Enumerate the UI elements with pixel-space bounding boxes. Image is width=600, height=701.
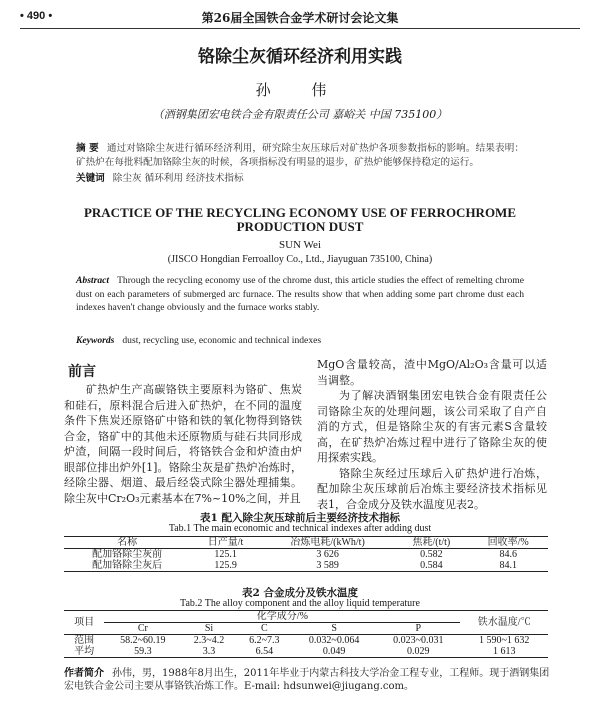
footnote-text: 孙伟，男，1988年8月出生，2011年毕业于内蒙古科技大学冶金工程专业，工程师。现于酒钢集团宏电铁合金公司主要从事铬铁冶炼工作。E-mail: hdsunwei@jiugang.com。	[64, 668, 550, 692]
table-row	[64, 560, 548, 572]
table-row	[64, 635, 548, 647]
table2-caption-en: Tab.2 The alloy component and the alloy liquid temperature	[180, 598, 420, 609]
table-cell: 84.1	[468, 560, 548, 572]
table-cell: 58.2~60.19	[120, 635, 166, 646]
keywords-label-en: Keywords	[76, 335, 115, 346]
table1	[64, 536, 548, 572]
body-paragraph: MgO含量较高，渣中MgO/Al₂O₃含量可以适当调整。	[317, 358, 547, 387]
body-column-left	[64, 382, 302, 506]
table-header-cell: 冶炼电耗/(kWh/t)	[261, 537, 394, 549]
table-header-cell: 铁水温度/℃	[460, 611, 548, 635]
table-cell: 配加铬除尘灰前	[92, 549, 163, 560]
abstract-label-cn: 摘 要	[76, 143, 99, 154]
table-cell: 125.1	[214, 549, 237, 560]
table-cell: 平均	[64, 646, 104, 658]
affiliation-cn: （酒钢集团宏电铁合金有限责任公司 嘉峪关 中国 735100）	[152, 108, 448, 121]
table-header-cell: Cr	[104, 623, 181, 635]
table-cell: 范围	[74, 635, 95, 646]
table-row	[64, 646, 548, 658]
table-header-cell: C	[237, 623, 292, 635]
table-cell: 1 613	[460, 646, 548, 658]
keywords-en	[76, 335, 524, 346]
table-header-cell: 名称	[64, 537, 190, 549]
table-cell: 3 589	[261, 560, 394, 572]
body-paragraph: 矿热炉生产高碳铬铁主要原料为铬矿、焦炭和硅石，原料混合后进入矿热炉，在不同的温度条件下焦炭还原铬矿中铬和铁的氧化物得到铬铁合金，铬矿中的其他未还原物质与硅石共同形成炉渣，间隔一段时间后，将铬铁合金和炉渣由炉眼部位排出炉外[1]。铬除尘灰是矿热炉冶炼时，经除尘器、烟道、最后经袋式除尘器处理捕集。除尘灰中Cr₂O₃元素基本在7%~10%之间，并且	[64, 383, 302, 505]
table-cell: 59.3	[104, 646, 181, 658]
table-cell: 6.2~7.3	[249, 635, 280, 646]
table-cell: 0.032~0.064	[308, 635, 360, 646]
table1-caption-en: Tab.1 The main economic and technical indexes after adding dust	[168, 523, 432, 534]
table-header-cell: 化学成分/%	[104, 611, 460, 623]
table-cell: 0.029	[376, 646, 460, 658]
table-row	[64, 549, 548, 561]
abstract-label-en: Abstract	[76, 275, 110, 286]
keywords-text-en: dust, recycling use, economic and technical indexes	[122, 335, 322, 346]
table-header-cell: S	[292, 623, 376, 635]
table-header-cell: 项目	[64, 611, 104, 635]
table-cell: 2.3~4.2	[193, 635, 225, 646]
table-header-row	[64, 611, 548, 623]
footnote-label: 作者简介	[64, 668, 104, 679]
author-cn: 孙 伟	[255, 81, 345, 99]
page-number: • 490 •	[20, 10, 53, 22]
table-cell: 3 626	[316, 549, 339, 560]
table2-caption-cn: 表2 合金成分及铁水温度	[242, 587, 358, 599]
table-cell: 0.049	[292, 646, 376, 658]
keywords-cn	[76, 170, 524, 184]
body-paragraph: 铬除尘灰经过压球后入矿热炉进行冶炼，配加除尘灰压球前后冶炼主要经济技术指标见表1，合金成分及铁水温度见表2。	[317, 466, 547, 511]
table-cell: 125.9	[190, 560, 261, 572]
table-header-row	[64, 537, 548, 549]
abstract-text-en: Through the recycling economy use of the chrome dust, this article studies the effect of remelting chrome dust on each parameters of submerged arc furnace. The results show that when adding some part chrome dust each indexes haven't change obviously and the furnace works stably.	[76, 275, 524, 314]
table-cell: 3.3	[181, 646, 236, 658]
author-footnote	[64, 667, 554, 693]
table-header-cell: P	[376, 623, 460, 635]
abstract-text-cn: 通过对铬除尘灰进行循环经济利用，研究除尘灰压球后对矿热炉各项参数指标的影响。结果表明：矿热炉在每批料配加铬除尘灰的时候，各项指标没有明显的退步，矿热炉能够保持稳定的运行。	[76, 143, 524, 168]
table-cell: 0.584	[394, 560, 468, 572]
body-paragraph: 为了解决酒钢集团宏电铁合金有限责任公司铬除尘灰的处理问题，该公司采取了自产自消的方式，但是铬除尘灰的有害元素S含量较高，在矿热炉冶炼过程中进行了铬除尘灰的使用探索实践。	[317, 389, 547, 464]
table-cell: 0.023~0.031	[393, 635, 444, 646]
journal-title: 第26届全国铁合金学术研讨会论文集	[201, 11, 399, 25]
running-header	[20, 8, 580, 29]
table1-caption-cn: 表1 配入除尘灰压球前后主要经济技术指标	[200, 512, 400, 524]
table-cell: 1 590~1 632	[478, 635, 530, 646]
section-heading: 前言	[68, 364, 96, 380]
table-header-cell: 回收率/%	[468, 537, 548, 549]
table-cell: 6.54	[237, 646, 292, 658]
affiliation-en: (JISCO Hongdian Ferroalloy Co., Ltd., Jiayuguan 735100, China)	[167, 254, 433, 265]
keywords-label-cn: 关键词	[76, 173, 105, 184]
table-cell: 0.582	[420, 549, 443, 560]
table-cell: 配加铬除尘灰后	[64, 560, 190, 572]
paper-title-en: PRACTICE OF THE RECYCLING ECONOMY USE OF FERROCHROME PRODUCTION DUST	[83, 205, 517, 234]
table-header-cell: Si	[181, 623, 236, 635]
table-cell: 84.6	[499, 549, 517, 560]
paper-title-cn: 铬除尘灰循环经济利用实践	[198, 47, 402, 67]
table-header-cell: 焦耗/(t/t)	[394, 537, 468, 549]
table2	[64, 610, 548, 658]
author-en: SUN Wei	[279, 239, 321, 251]
abstract-en	[76, 274, 524, 315]
table-header-cell: 日产量/t	[190, 537, 261, 549]
keywords-text-cn: 除尘灰 循环利用 经济技术指标	[112, 173, 244, 184]
abstract-cn	[76, 142, 524, 169]
body-column-right	[317, 357, 547, 512]
